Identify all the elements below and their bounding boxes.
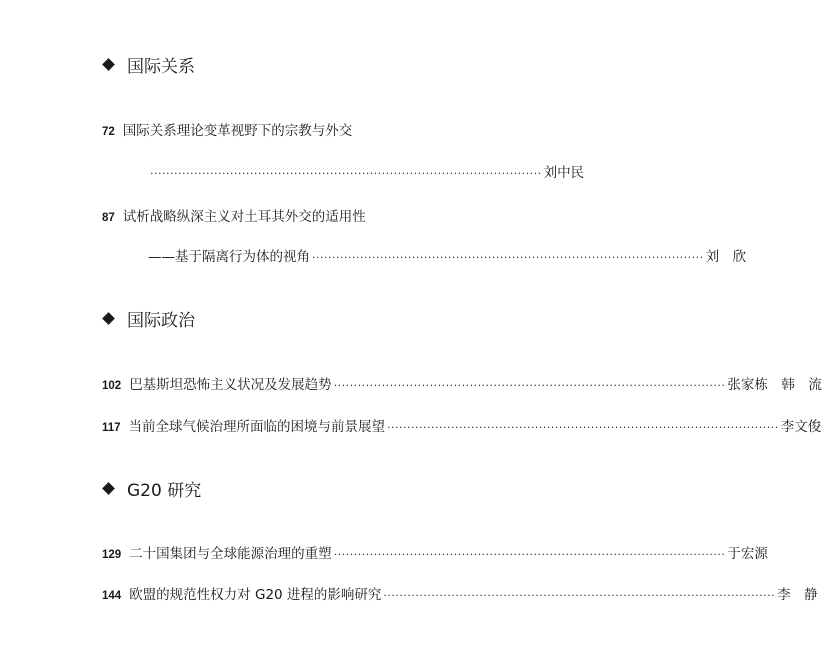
- dot-leader: ··································································································: [150, 167, 542, 180]
- dot-leader: ··································································································: [312, 251, 704, 264]
- dot-leader: ··································································································: [333, 379, 726, 392]
- entry-author: 李 静: [777, 587, 818, 603]
- section-heading-international-relations: [102, 52, 195, 77]
- entry-author: 李文俊: [780, 419, 822, 435]
- dot-leader: ··································································································: [387, 421, 779, 434]
- entry-title: 二十国集团与全球能源治理的重塑: [129, 546, 332, 562]
- entry-title: 试析战略纵深主义对土耳其外交的适用性: [122, 209, 366, 225]
- diamond-bullet-icon: [102, 312, 115, 325]
- toc-entry-87[interactable]: [102, 205, 536, 225]
- dot-leader: ··································································································: [383, 589, 776, 602]
- section-title: 国际政治: [127, 311, 195, 331]
- entry-title: 当前全球气候治理所面临的困境与前景展望: [128, 419, 386, 435]
- page-number: 102: [102, 380, 122, 392]
- entry-author: 张家栋 韩 流: [727, 377, 822, 393]
- page-number: 87: [102, 212, 115, 224]
- entry-author: 刘 欣: [705, 249, 747, 265]
- entry-title: 欧盟的规范性权力对 G20 进程的影响研究: [129, 587, 382, 603]
- toc-entry-72-author-line: [148, 161, 585, 181]
- section-heading-g20-research: [102, 476, 201, 501]
- toc-entry-129[interactable]: [102, 542, 768, 562]
- entry-title: 国际关系理论变革视野下的宗教与外交: [122, 123, 353, 139]
- toc-entry-87-subtitle-line: [148, 245, 747, 265]
- entry-author: 于宏源: [727, 546, 768, 562]
- section-title: 国际关系: [127, 57, 195, 77]
- page-number: 144: [102, 590, 122, 602]
- diamond-bullet-icon: [102, 58, 115, 71]
- diamond-bullet-icon: [102, 482, 115, 495]
- toc-entry-102[interactable]: [102, 373, 822, 393]
- toc-entry-72[interactable]: [102, 119, 536, 139]
- page-number: 72: [102, 126, 115, 138]
- section-title: G20 研究: [127, 481, 202, 501]
- entry-author: 刘中民: [543, 165, 585, 181]
- dot-leader: ··································································································: [333, 548, 726, 561]
- section-heading-international-politics: [102, 306, 195, 331]
- page-number: 129: [102, 549, 122, 561]
- entry-subtitle: ——基于隔离行为体的视角: [148, 249, 310, 265]
- page-number: 117: [102, 422, 121, 434]
- toc-entry-117[interactable]: [102, 415, 822, 435]
- toc-entry-144[interactable]: [102, 583, 818, 603]
- entry-title: 巴基斯坦恐怖主义状况及发展趋势: [129, 377, 332, 393]
